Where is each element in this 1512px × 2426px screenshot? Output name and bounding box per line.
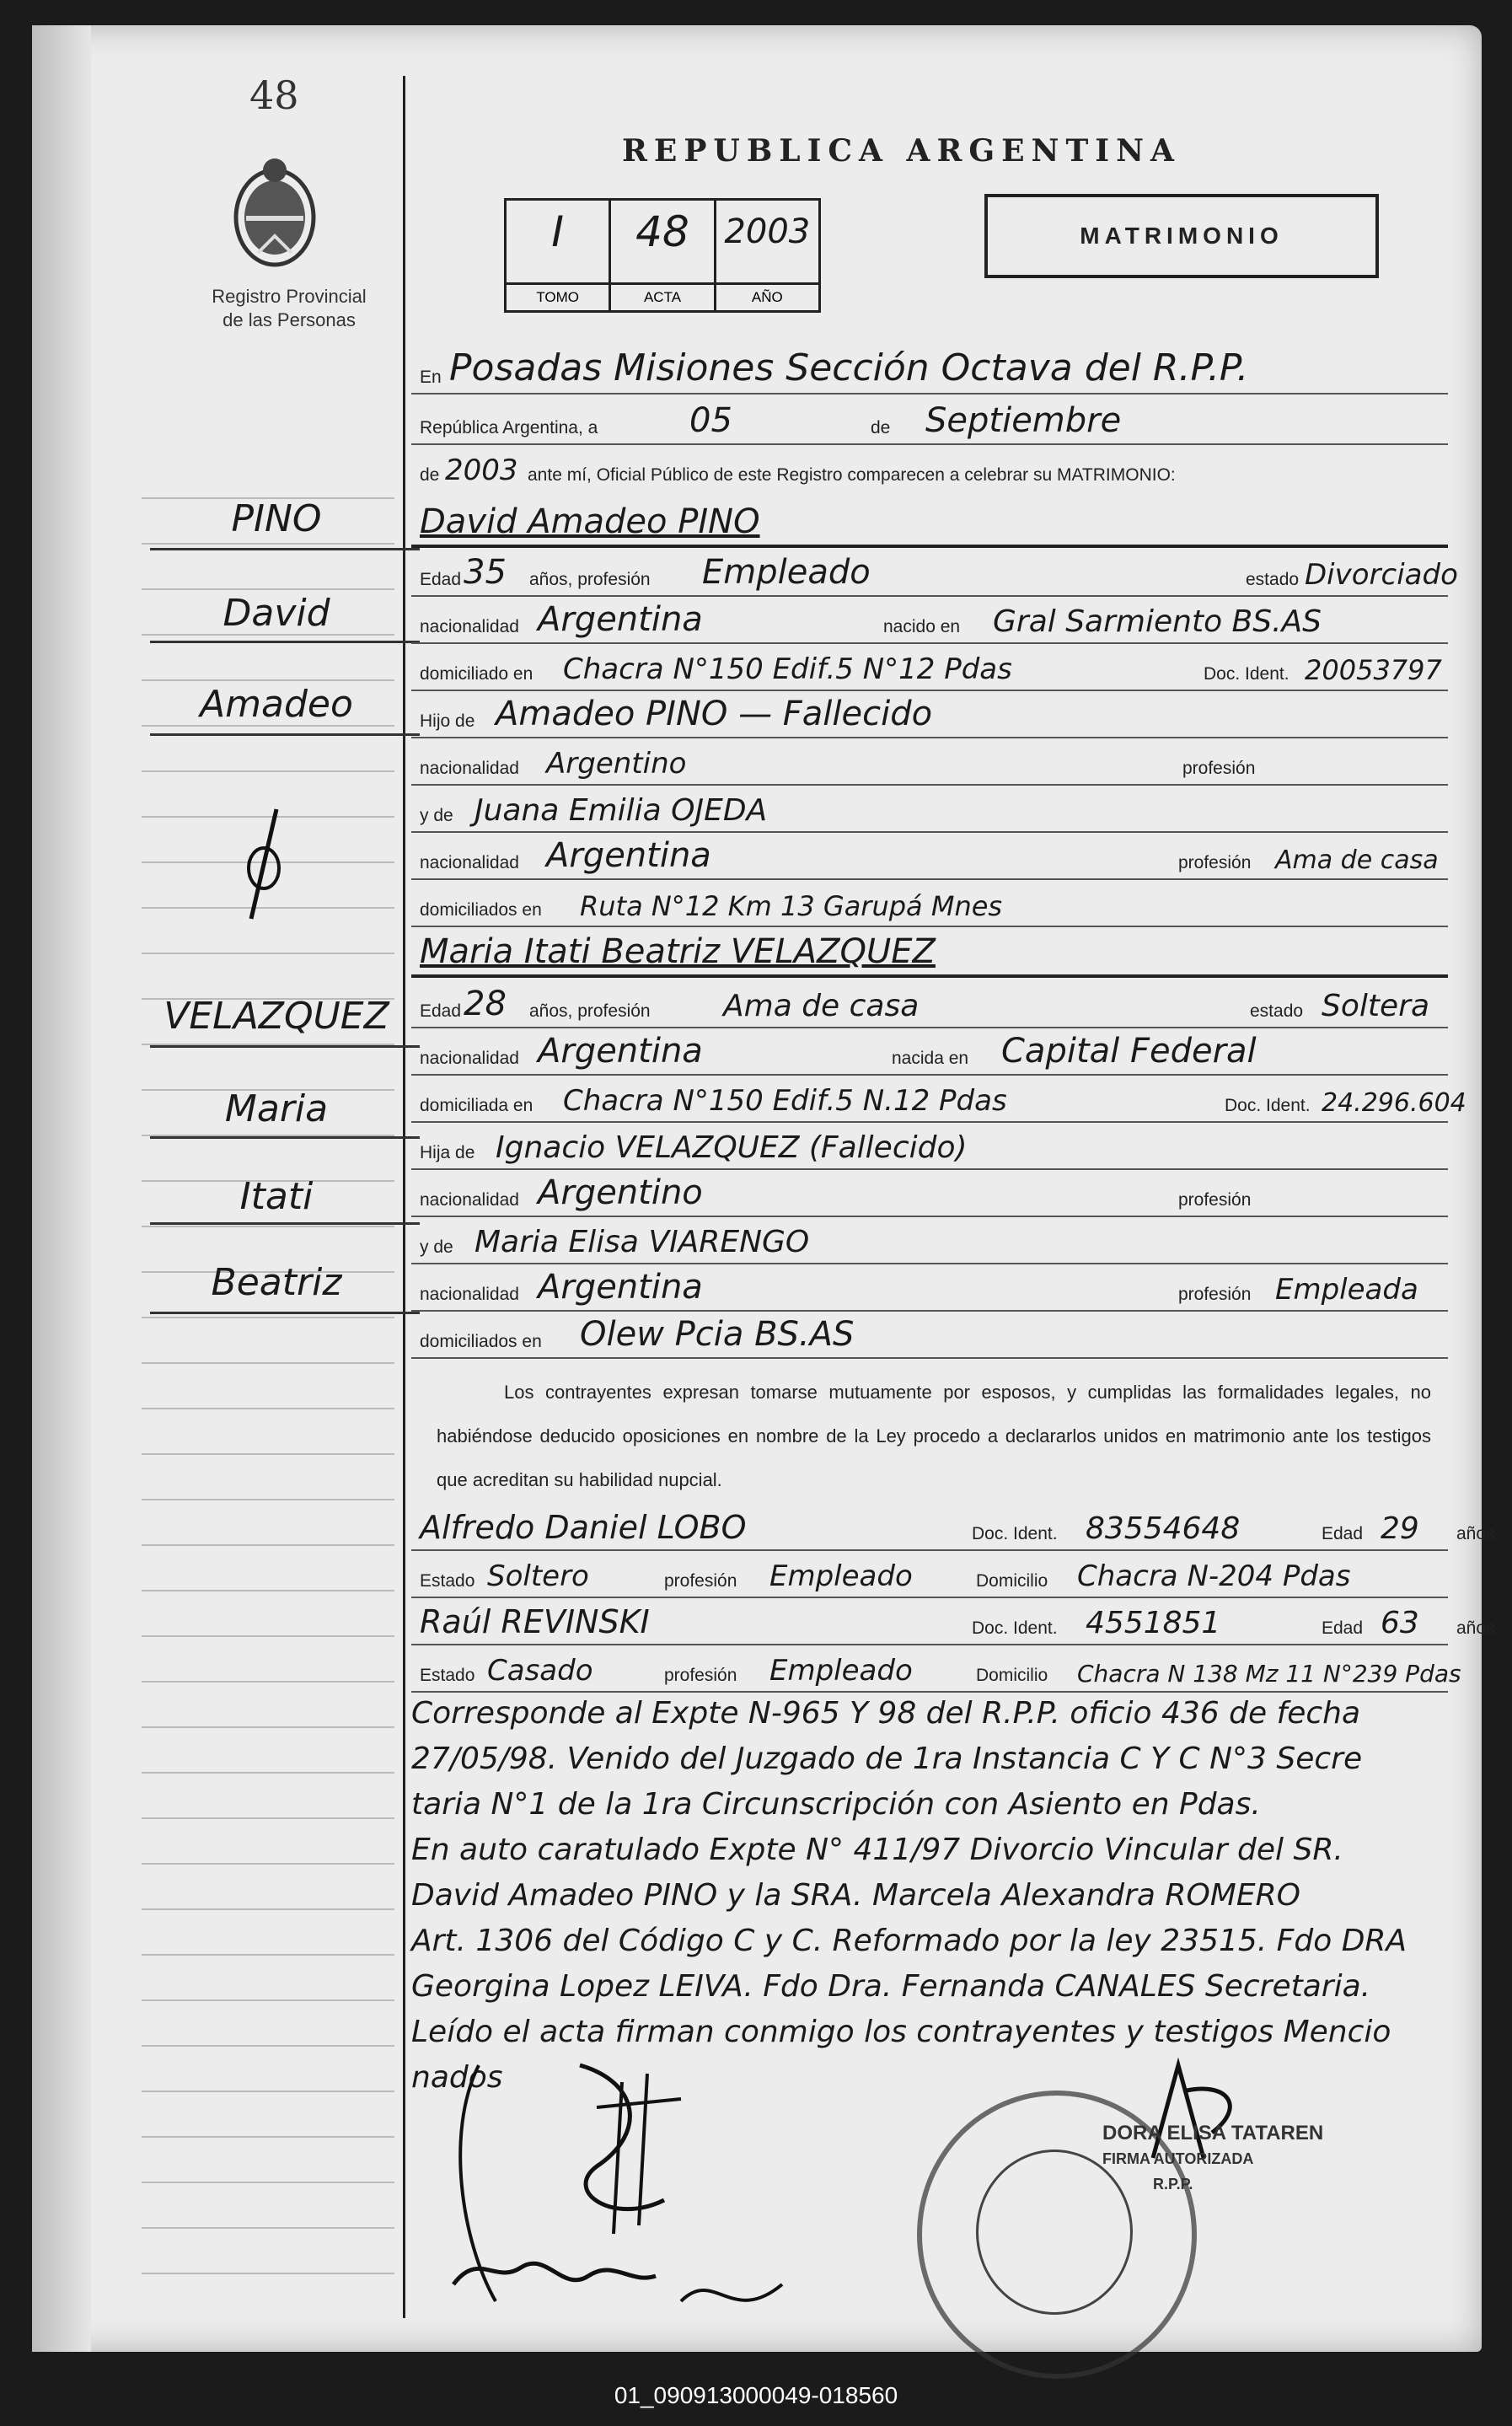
- bride-madre-nac: Argentina: [538, 1268, 703, 1307]
- ruled-line: [142, 1317, 394, 1318]
- registry-label: [175, 285, 403, 332]
- witness2-domicilio: Chacra N 138 Mz 11 N°239 Pdas: [1077, 1660, 1461, 1688]
- month-value: Septiembre: [925, 401, 1122, 440]
- signatory-office: R.P.P.: [1153, 2176, 1193, 2193]
- ruled-line: [142, 1362, 394, 1364]
- year-prefix: de: [420, 465, 440, 485]
- note-line: Art. 1306 del Código C y C. Reformado por la ley 23515. Fdo DRA: [411, 1924, 1407, 1958]
- row-year: [411, 443, 1448, 491]
- bride-parents-dom-row: [411, 1310, 1448, 1359]
- margin-initial-signature: [226, 801, 310, 927]
- anos-profesion-label: años, profesión: [529, 570, 651, 589]
- bride-mother-row: [411, 1216, 1448, 1264]
- groom-domicilio: Chacra N°150 Edif.5 N°12 Pdas: [563, 652, 1012, 686]
- estado-label: estado: [1246, 570, 1300, 589]
- ruled-line: [142, 1499, 394, 1500]
- bride-dom-row: [411, 1074, 1466, 1123]
- nacionalidad-label: nacionalidad: [420, 759, 519, 778]
- margin-underline: [150, 1312, 420, 1314]
- groom-age-row: [411, 548, 1458, 597]
- note-line: David Amadeo PINO y la SRA. Marcela Alexandra ROMERO: [411, 1878, 1300, 1913]
- groom-estado: Divorciado: [1305, 558, 1458, 592]
- margin-underline: [150, 1136, 420, 1139]
- ruled-line: [142, 679, 394, 681]
- groom-edad: 35: [464, 553, 507, 592]
- ruled-line: [142, 1726, 394, 1728]
- witness1-row: [411, 1502, 1495, 1551]
- witness2-profesion: Empleado: [769, 1654, 913, 1688]
- row-en: [411, 346, 1448, 394]
- ruled-line: [142, 1635, 394, 1637]
- bride-nacida: Capital Federal: [1001, 1032, 1257, 1071]
- note-line: nados: [411, 2060, 503, 2095]
- bride-mother-nac-row: [411, 1263, 1448, 1312]
- groom-nacionalidad: Argentina: [538, 600, 703, 639]
- groom-nac-row: [411, 595, 1448, 644]
- domicilio-label: Domicilio: [976, 1666, 1048, 1685]
- doc-label: Doc. Ident.: [1204, 664, 1289, 684]
- witness1-name: Alfredo Daniel LOBO: [420, 1509, 747, 1546]
- groom-parents-dom: Ruta N°12 Km 13 Garupá Mnes: [580, 890, 1003, 922]
- note-line: Leído el acta firman conmigo los contrayentes y testigos Mencio: [411, 2015, 1391, 2049]
- ruled-line: [142, 1908, 394, 1910]
- edad-label: Edad: [1322, 1524, 1364, 1543]
- anos-label: años: [1456, 1618, 1495, 1638]
- ruled-line: [142, 953, 394, 954]
- doc-label: Doc. Ident.: [972, 1618, 1058, 1638]
- groom-profesion: Empleado: [702, 553, 871, 592]
- profesion-label: profesión: [664, 1571, 737, 1591]
- coat-of-arms-icon: [224, 152, 325, 270]
- domiciliada-label: domiciliada en: [420, 1096, 533, 1115]
- page-number: 48: [249, 72, 299, 118]
- groom-father-nac-row: [411, 737, 1448, 786]
- profesion-label: profesión: [664, 1666, 737, 1685]
- bride-parents-dom: Olew Pcia BS.AS: [580, 1315, 855, 1354]
- ano-value: 2003: [724, 212, 811, 251]
- bride-doc: 24.296.604: [1322, 1088, 1466, 1118]
- ruled-line: [142, 770, 394, 772]
- bride-madre: Maria Elisa VIARENGO: [475, 1225, 810, 1259]
- edad-label: Edad: [1322, 1618, 1364, 1638]
- ruled-line: [142, 2273, 394, 2274]
- nacionalidad-label: nacionalidad: [420, 617, 519, 636]
- note-line: Georgina Lopez LEIVA. Fdo Dra. Fernanda CANALES Secretaria.: [411, 1969, 1371, 2004]
- ruled-line: [142, 1226, 394, 1227]
- margin-groom-surname: PINO: [231, 497, 322, 540]
- tomo-value: I: [551, 207, 565, 256]
- ruled-line: [142, 2045, 394, 2047]
- ruled-line: [142, 1999, 394, 2001]
- nacido-label: nacido en: [883, 617, 961, 636]
- groom-parents-dom-row: [411, 878, 1448, 927]
- groom-mother-nac-row: [411, 831, 1448, 880]
- profesion-label: profesión: [1182, 759, 1256, 778]
- witness2-name: Raúl REVINSKI: [420, 1603, 650, 1640]
- margin-underline: [150, 641, 420, 643]
- domiciliados-label: domiciliados en: [420, 900, 542, 920]
- groom-doc: 20053797: [1305, 654, 1442, 686]
- estado-label: estado: [1250, 1001, 1304, 1021]
- row-date: [411, 396, 1448, 445]
- binding-spine: [32, 25, 91, 2352]
- ruled-line: [142, 2136, 394, 2138]
- tomo-cell: [507, 201, 611, 310]
- ruled-line: [142, 1408, 394, 1409]
- witness1-domicilio: Chacra N-204 Pdas: [1077, 1559, 1351, 1593]
- margin-underline: [150, 1045, 420, 1048]
- margin-groom-first: David: [223, 592, 330, 635]
- register-page: [32, 25, 1495, 2352]
- doc-label: Doc. Ident.: [1225, 1096, 1311, 1115]
- acta-value: 48: [635, 207, 689, 256]
- yde-label: y de: [420, 1237, 453, 1257]
- groom-madre: Juana Emilia OJEDA: [475, 793, 768, 828]
- bride-domicilio: Chacra N°150 Edif.5 N.12 Pdas: [563, 1084, 1007, 1118]
- doc-label: Doc. Ident.: [972, 1524, 1058, 1543]
- estado-label: Estado: [420, 1666, 475, 1685]
- margin-bride-third: Beatriz: [211, 1261, 342, 1304]
- note-line: 27/05/98. Venido del Juzgado de 1ra Instancia C Y C N°3 Secre: [411, 1742, 1363, 1776]
- anos-label: años: [1456, 1524, 1495, 1543]
- bride-father-nac-row: [411, 1168, 1448, 1217]
- bride-age-row: [411, 980, 1448, 1028]
- groom-nacido: Gral Sarmiento BS.AS: [993, 604, 1322, 639]
- ruled-line: [142, 1590, 394, 1591]
- note-line: taria N°1 de la 1ra Circunscripción con Asiento en Pdas.: [411, 1787, 1261, 1822]
- contrayentes-signatures: [428, 2032, 850, 2352]
- ruled-line: [142, 1681, 394, 1683]
- groom-name-row: [411, 497, 1448, 548]
- signatory-block: [1102, 2121, 1323, 2197]
- domiciliado-label: domiciliado en: [420, 664, 533, 684]
- witness2-edad: 63: [1381, 1606, 1419, 1640]
- ano-cell: [716, 201, 818, 310]
- intro-text: ante mí, Oficial Público de este Registro comparecen a celebrar su MATRIMONIO:: [528, 465, 1176, 485]
- registry-line-2: de las Personas: [223, 309, 356, 330]
- acta-cell: [611, 201, 716, 310]
- ruled-line: [142, 2091, 394, 2092]
- ruled-line: [142, 1453, 394, 1455]
- bride-padre-nac: Argentino: [538, 1173, 703, 1212]
- groom-dom-row: [411, 642, 1448, 691]
- yde-label: y de: [420, 806, 453, 825]
- note-line: En auto caratulado Expte N° 411/97 Divorcio Vincular del SR.: [411, 1833, 1343, 1867]
- day-value: 05: [689, 401, 732, 440]
- acta-label: ACTA: [611, 282, 713, 310]
- margin-underline: [150, 733, 420, 736]
- margin-bride-first: Maria: [224, 1087, 329, 1130]
- signatory-title: FIRMA AUTORIZADA: [1102, 2150, 1254, 2167]
- domicilio-label: Domicilio: [976, 1571, 1048, 1591]
- nacida-label: nacida en: [892, 1049, 969, 1068]
- bride-father-row: [411, 1121, 1448, 1170]
- nacionalidad-label: nacionalidad: [420, 1285, 519, 1304]
- witness1-details-row: [411, 1549, 1448, 1598]
- de-label: de: [871, 418, 891, 437]
- groom-name: David Amadeo PINO: [420, 502, 760, 541]
- margin-underline: [150, 1222, 420, 1225]
- witness2-details-row: [411, 1644, 1461, 1693]
- margin-groom-middle: Amadeo: [200, 683, 353, 726]
- registry-line-1: Registro Provincial: [212, 286, 367, 307]
- en-value: Posadas Misiones Sección Octava del R.P.P.: [449, 346, 1249, 389]
- country-header: REPUBLICA ARGENTINA: [622, 133, 1181, 169]
- margin-bride-middle: Itati: [239, 1175, 314, 1218]
- bride-padre: Ignacio VELAZQUEZ (Fallecido): [496, 1130, 968, 1165]
- anos-profesion-label: años, profesión: [529, 1001, 651, 1021]
- margin-underline: [150, 548, 420, 550]
- groom-father-row: [411, 690, 1448, 738]
- groom-padre-nac: Argentino: [546, 747, 687, 781]
- witness2-row: [411, 1597, 1495, 1645]
- ruled-line: [142, 1544, 394, 1546]
- en-label: En: [420, 368, 442, 387]
- tomo-acta-box: [504, 198, 821, 313]
- profesion-label: profesión: [1178, 853, 1252, 872]
- ano-label: AÑO: [716, 282, 818, 310]
- ruled-line: [142, 1954, 394, 1956]
- nacionalidad-label: nacionalidad: [420, 1190, 519, 1210]
- ruled-line: [142, 543, 394, 545]
- matrimonio-title: MATRIMONIO: [984, 194, 1379, 278]
- bride-nacionalidad: Argentina: [538, 1032, 703, 1071]
- estado-label: Estado: [420, 1571, 475, 1591]
- ruled-line: [142, 1772, 394, 1774]
- profesion-label: profesión: [1178, 1285, 1252, 1304]
- bride-edad: 28: [464, 985, 507, 1023]
- tomo-label: TOMO: [507, 282, 609, 310]
- ruled-line: [142, 2227, 394, 2229]
- witness2-doc: 4551851: [1086, 1606, 1221, 1640]
- groom-padre: Amadeo PINO — Fallecido: [496, 695, 933, 733]
- nacionalidad-label: nacionalidad: [420, 1049, 519, 1068]
- edad-label: Edad: [420, 570, 462, 589]
- witness2-estado: Casado: [487, 1654, 593, 1688]
- ruled-line: [142, 588, 394, 590]
- declaration-text: Los contrayentes expresan tomarse mutuamente por esposos, y cumplidas las formalidades legales, no habiéndose deducido oposiciones en nombre de la Ley procedo a declararlos unidos en matrimonio ante los testigos que acreditan su habilidad nupcial.: [437, 1382, 1431, 1490]
- signatory-name: DORA ELISA TATAREN: [1102, 2122, 1324, 2144]
- domiciliados-label: domiciliados en: [420, 1332, 542, 1351]
- nacionalidad-label: nacionalidad: [420, 853, 519, 872]
- hija-label: Hija de: [420, 1143, 475, 1162]
- witness1-edad: 29: [1381, 1511, 1419, 1546]
- ruled-line: [142, 2182, 394, 2183]
- bride-profesion: Ama de casa: [723, 989, 920, 1023]
- bride-madre-prof: Empleada: [1275, 1273, 1418, 1307]
- ruled-line: [142, 1863, 394, 1865]
- ruled-line: [142, 1817, 394, 1819]
- groom-madre-prof: Ama de casa: [1275, 845, 1439, 875]
- republic-label: República Argentina, a: [420, 418, 598, 437]
- note-line: Corresponde al Expte N-965 Y 98 del R.P.P. oficio 436 de fecha: [411, 1696, 1361, 1731]
- bride-estado: Soltera: [1322, 989, 1430, 1023]
- witness1-doc: 83554648: [1086, 1511, 1241, 1546]
- file-id-footer: 01_090913000049-018560: [614, 2382, 898, 2408]
- hijo-label: Hijo de: [420, 711, 475, 731]
- witness1-estado: Soltero: [487, 1559, 589, 1593]
- groom-madre-nac: Argentina: [546, 836, 711, 875]
- margin-divider: [403, 76, 405, 2318]
- bride-nac-row: [411, 1027, 1448, 1076]
- year-value: 2003: [445, 454, 518, 487]
- profesion-label: profesión: [1178, 1190, 1252, 1210]
- groom-mother-row: [411, 784, 1448, 833]
- witness1-profesion: Empleado: [769, 1559, 913, 1593]
- edad-label: Edad: [420, 1001, 462, 1021]
- margin-bride-surname: VELAZQUEZ: [164, 995, 389, 1038]
- bride-name: Maria Itati Beatriz VELAZQUEZ: [420, 932, 936, 971]
- bride-name-row: [411, 927, 1448, 978]
